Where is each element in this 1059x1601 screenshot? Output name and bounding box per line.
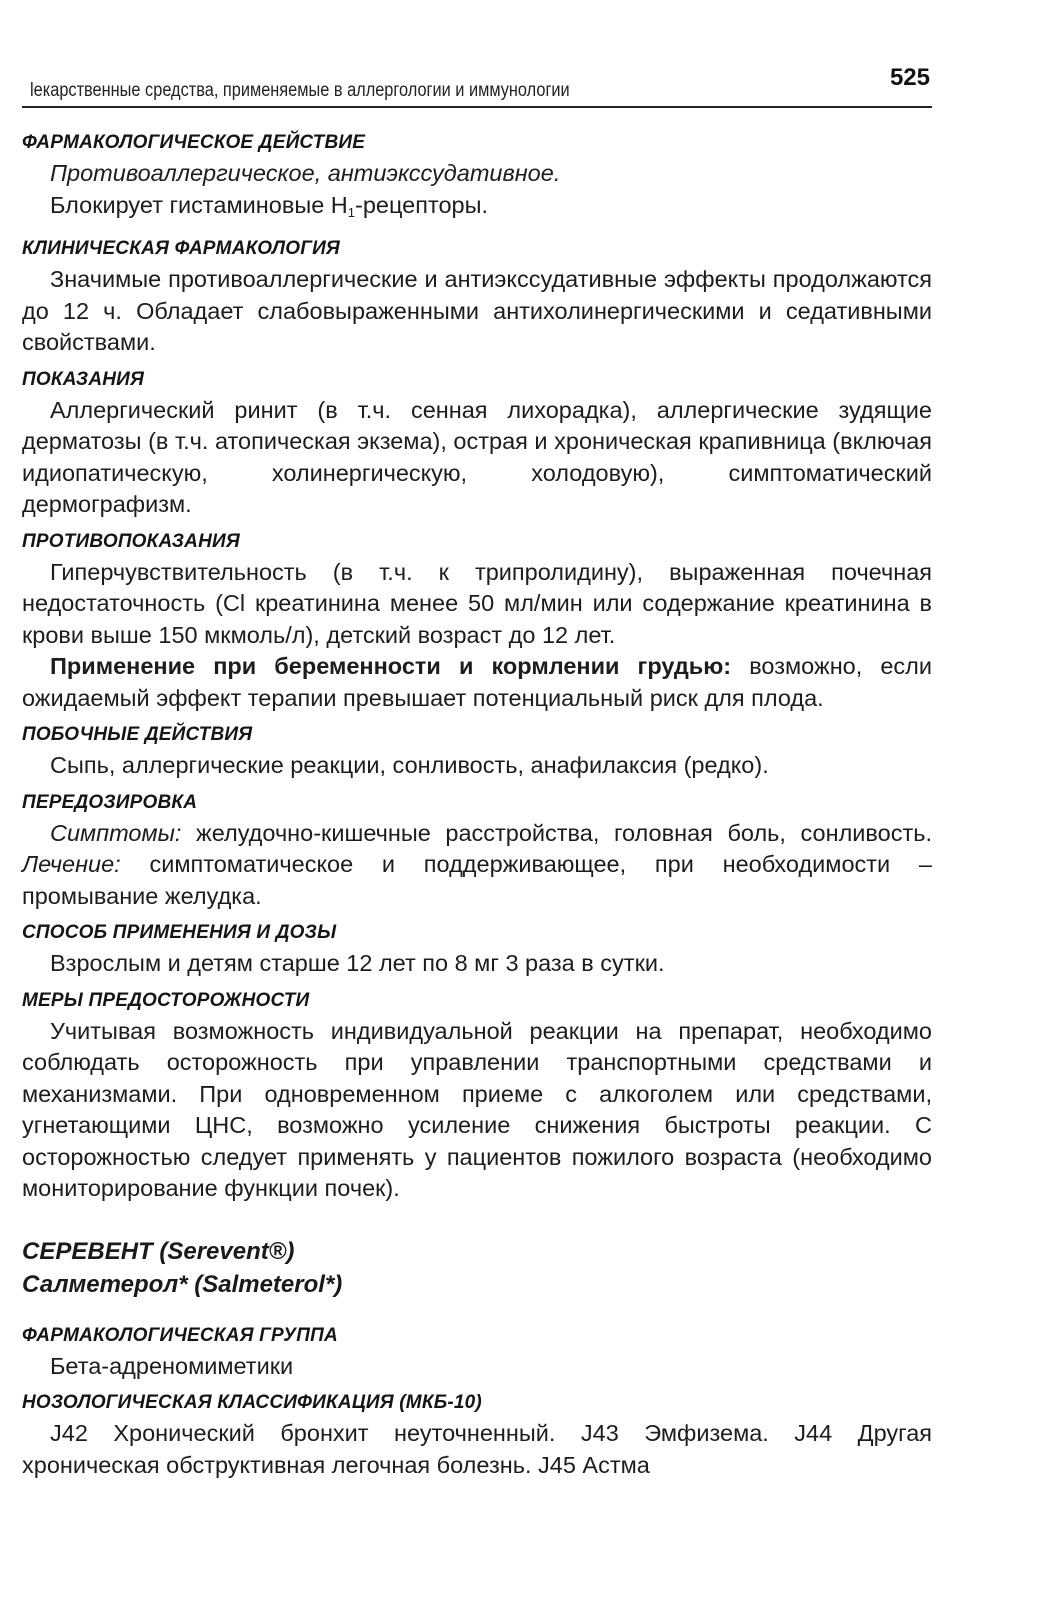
mechanism-text-pre: Блокирует гистаминовые H bbox=[50, 191, 348, 218]
page-content bbox=[22, 122, 932, 1481]
drug-entry-title bbox=[22, 1235, 932, 1301]
pharm-action-mechanism bbox=[22, 190, 932, 229]
symptoms-text: желудочно-кишечные расстройства, головная боль, сонливость. bbox=[181, 819, 932, 846]
heading-nosology: НОЗОЛОГИЧЕСКАЯ КЛАССИФИКАЦИЯ (МКБ-10) bbox=[22, 1392, 482, 1413]
heading-indications: ПОКАЗАНИЯ bbox=[22, 368, 145, 390]
heading-dosage: СПОСОБ ПРИМЕНЕНИЯ И ДОЗЫ bbox=[22, 922, 337, 943]
side-effects-text: Сыпь, аллергические реакции, сонливость, анафилаксия (редко). bbox=[50, 752, 769, 778]
pregnancy-label: Применение при беременности и кормлении грудью: bbox=[50, 653, 732, 679]
running-title: lекарственные средства, применяемые в аллергологии и иммунологии bbox=[30, 80, 570, 101]
mechanism-text-post: -рецепторы. bbox=[355, 191, 489, 218]
clin-pharm-text: Значимые противоаллергические и антиэкссудативные эффекты продолжаются до 12 ч. Обладает слабовыраженными антихолинергическими и седативными свойствами. bbox=[22, 266, 932, 355]
dosage-text: Взрослым и детям старше 12 лет по 8 мг 3 раза в сутки. bbox=[50, 950, 665, 976]
pregnancy-text: возможно, если ожидаемый эффект терапии превышает потенциальный риск для плода. bbox=[22, 653, 933, 711]
symptoms-label: Симптомы: bbox=[50, 819, 182, 846]
receptor-subscript: 1 bbox=[347, 204, 356, 220]
drug-generic-name: Салметерол* (Salmeterol*) bbox=[22, 1270, 343, 1298]
heading-precautions: МЕРЫ ПРЕДОСТОРОЖНОСТИ bbox=[22, 989, 310, 1011]
pharm-action-summary: Противоаллергическое, антиэкссудативное. bbox=[50, 160, 561, 186]
indications-text: Аллергический ринит (в т.ч. сенная лихорадка), аллергические зудящие дерматозы (в т.ч. атопическая экзема), острая и хроническая крапивница (включая идиопатическую, холинергическую, холодовую), симптоматический дермографизм. bbox=[22, 396, 932, 517]
heading-side-effects: ПОБОЧНЫЕ ДЕЙСТВИЯ bbox=[22, 724, 253, 745]
overdose-text bbox=[22, 818, 932, 913]
pharm-group-text: Бета-адреномиметики bbox=[50, 1352, 294, 1379]
heading-overdose: ПЕРЕДОЗИРОВКА bbox=[22, 791, 198, 813]
contraindications-text: Гиперчувствительность (в т.ч. к трипролидину), выраженная почечная недостаточность (Cl креатинина менее 50 мл/мин или содержание креатинина в крови выше 150 мкмоль/л), детский возраст до 12 лет. bbox=[22, 558, 932, 648]
page-number: 525 bbox=[889, 64, 930, 91]
heading-contraindications: ПРОТИВОПОКАЗАНИЯ bbox=[22, 530, 240, 552]
heading-clin-pharm: КЛИНИЧЕСКАЯ ФАРМАКОЛОГИЯ bbox=[22, 238, 340, 259]
treatment-text: симптоматическое и поддерживающее, при необходимости – промывание желудка. bbox=[22, 851, 932, 909]
running-header bbox=[22, 64, 932, 108]
drug-trade-name: СЕРЕВЕНТ (Serevent®) bbox=[22, 1237, 295, 1265]
nosology-text: J42 Хронический бронхит неуточненный. J43 Эмфизема. J44 Другая хроническая обструктивная легочная болезнь. J45 Астма bbox=[22, 1420, 932, 1478]
precautions-text: Учитывая возможность индивидуальной реакции на препарат, необходимо соблюдать осторожность при управлении транспортными средствами и механизмами. При одновременном приеме с алкоголем или средствами, угнетающими ЦНС, возможно усиление снижения быстроты реакции. С осторожностью следует применять у пациентов пожилого возраста (необходимо мониторирование функции почек). bbox=[22, 1017, 932, 1201]
treatment-label: Лечение: bbox=[22, 851, 121, 877]
pregnancy-paragraph bbox=[22, 651, 932, 714]
heading-pharm-action: ФАРМАКОЛОГИЧЕСКОЕ ДЕЙСТВИЕ bbox=[22, 132, 366, 153]
heading-pharm-group: ФАРМАКОЛОГИЧЕСКАЯ ГРУППА bbox=[22, 1324, 338, 1346]
